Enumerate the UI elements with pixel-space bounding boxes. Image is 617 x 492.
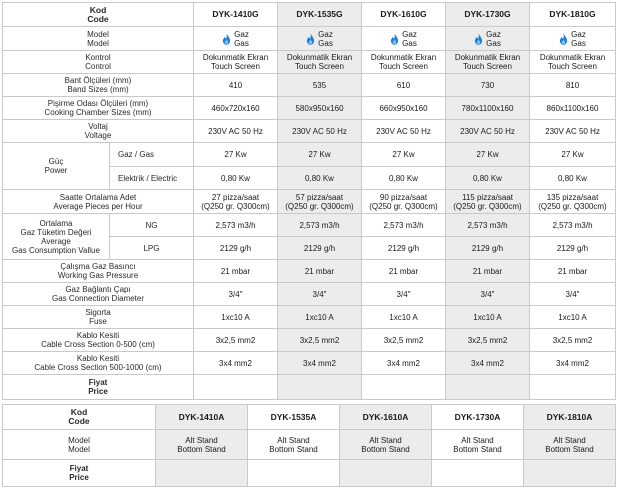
cable-large-value: 3x4 mm2 — [278, 352, 362, 375]
model-code: DYK-1410G — [194, 3, 278, 27]
lpg-value: 2129 g/h — [194, 237, 278, 260]
model-value: Gaz Gas — [278, 27, 362, 51]
cable-large-value: 3x4 mm2 — [446, 352, 530, 375]
pressure-value: 21 mbar — [278, 260, 362, 283]
model-code: DYK-1730G — [446, 3, 530, 27]
pieces-value: 135 pizza/saat (Q250 gr. Q300cm) — [530, 190, 616, 214]
control-value: Dokunmatik Ekran Touch Screen — [278, 51, 362, 74]
stand-code-label: Kod Code — [3, 405, 156, 430]
power-electric-value: 0,80 Kw — [278, 167, 362, 190]
band-value: 535 — [278, 74, 362, 97]
connection-value: 3/4" — [446, 283, 530, 306]
chamber-value: 860x1100x160 — [530, 97, 616, 120]
model-row — [3, 27, 616, 51]
stand-price-value — [248, 460, 340, 487]
band-row — [3, 74, 616, 97]
stand-model-code: DYK-1410A — [156, 405, 248, 430]
price-value — [446, 375, 530, 400]
pressure-value: 21 mbar — [530, 260, 616, 283]
connection-row — [3, 283, 616, 306]
stand-model-value: Alt Stand Bottom Stand — [340, 430, 432, 460]
band-value: 610 — [362, 74, 446, 97]
control-row — [3, 51, 616, 74]
flame-icon — [474, 33, 483, 45]
flame-icon — [390, 33, 399, 45]
voltage-value: 230V AC 50 Hz — [194, 120, 278, 143]
cable-large-value: 3x4 mm2 — [362, 352, 446, 375]
chamber-row — [3, 97, 616, 120]
fuse-value: 1xc10 A — [194, 306, 278, 329]
model-value: Gaz Gas — [530, 27, 616, 51]
ng-value: 2,573 m3/h — [530, 214, 616, 237]
control-value: Dokunmatik Ekran Touch Screen — [194, 51, 278, 74]
model-code: DYK-1535G — [278, 3, 362, 27]
band-value: 730 — [446, 74, 530, 97]
power-gas-label: Gaz / Gas — [110, 143, 194, 167]
power-electric-value: 0,80 Kw — [530, 167, 616, 190]
stand-price-value — [340, 460, 432, 487]
chamber-value: 780x1100x160 — [446, 97, 530, 120]
pressure-value: 21 mbar — [446, 260, 530, 283]
lpg-value: 2129 g/h — [278, 237, 362, 260]
voltage-value: 230V AC 50 Hz — [278, 120, 362, 143]
cable-small-row — [3, 329, 616, 352]
cable-small-value: 3x2,5 mm2 — [530, 329, 616, 352]
band-value: 810 — [530, 74, 616, 97]
cable-small-value: 3x2,5 mm2 — [194, 329, 278, 352]
lpg-value: 2129 g/h — [362, 237, 446, 260]
chamber-value: 580x950x160 — [278, 97, 362, 120]
cable-large-row — [3, 352, 616, 375]
lpg-value: 2129 g/h — [446, 237, 530, 260]
power-label: Güç Power — [3, 143, 110, 190]
cable-small-value: 3x2,5 mm2 — [278, 329, 362, 352]
price-value — [194, 375, 278, 400]
pressure-row — [3, 260, 616, 283]
stand-spec-table — [2, 404, 616, 487]
power-gas-value: 27 Kw — [362, 143, 446, 167]
connection-value: 3/4" — [278, 283, 362, 306]
ng-value: 2,573 m3/h — [194, 214, 278, 237]
cable-small-value: 3x2,5 mm2 — [446, 329, 530, 352]
model-code: DYK-1810G — [530, 3, 616, 27]
pieces-value: 27 pizza/saat (Q250 gr. Q300cm) — [194, 190, 278, 214]
stand-model-value: Alt Stand Bottom Stand — [156, 430, 248, 460]
fuse-label: Sigorta Fuse — [3, 306, 194, 329]
band-value: 410 — [194, 74, 278, 97]
power-electric-value: 0,80 Kw — [194, 167, 278, 190]
stand-code-row — [3, 405, 616, 430]
price-label: Fiyat Price — [3, 375, 194, 400]
stand-model-value: Alt Stand Bottom Stand — [524, 430, 616, 460]
stand-price-value — [156, 460, 248, 487]
stand-model-value: Alt Stand Bottom Stand — [432, 430, 524, 460]
pressure-value: 21 mbar — [362, 260, 446, 283]
cable-small-value: 3x2,5 mm2 — [362, 329, 446, 352]
fuse-value: 1xc10 A — [530, 306, 616, 329]
stand-price-row — [3, 460, 616, 487]
flame-icon — [559, 33, 568, 45]
power-electric-label: Elektrik / Electric — [110, 167, 194, 190]
power-gas-value: 27 Kw — [530, 143, 616, 167]
power-gas-row — [3, 143, 616, 167]
fuse-value: 1xc10 A — [446, 306, 530, 329]
model-value: Gaz Gas — [446, 27, 530, 51]
connection-value: 3/4" — [362, 283, 446, 306]
consumption-ng-row — [3, 214, 616, 237]
stand-model-code: DYK-1810A — [524, 405, 616, 430]
stand-model-code: DYK-1730A — [432, 405, 524, 430]
fuse-value: 1xc10 A — [278, 306, 362, 329]
cable-small-label: Kablo Kesiti Cable Cross Section 0-500 (cm) — [3, 329, 194, 352]
connection-value: 3/4" — [530, 283, 616, 306]
pieces-label: Saatte Ortalama Adet Average Pieces per Hour — [3, 190, 194, 214]
stand-model-code: DYK-1610A — [340, 405, 432, 430]
fuse-row — [3, 306, 616, 329]
voltage-value: 230V AC 50 Hz — [446, 120, 530, 143]
stand-model-value: Alt Stand Bottom Stand — [248, 430, 340, 460]
control-label: Kontrol Control — [3, 51, 194, 74]
chamber-value: 660x950x160 — [362, 97, 446, 120]
price-value — [278, 375, 362, 400]
lpg-label: LPG — [110, 237, 194, 260]
pieces-value: 115 pizza/saat (Q250 gr. Q300cm) — [446, 190, 530, 214]
ng-label: NG — [110, 214, 194, 237]
pieces-value: 57 pizza/saat (Q250 gr. Q300cm) — [278, 190, 362, 214]
price-row — [3, 375, 616, 400]
pieces-value: 90 pizza/saat (Q250 gr. Q300cm) — [362, 190, 446, 214]
stand-price-label: Fiyat Price — [3, 460, 156, 487]
cable-large-value: 3x4 mm2 — [194, 352, 278, 375]
chamber-value: 460x720x160 — [194, 97, 278, 120]
power-gas-value: 27 Kw — [278, 143, 362, 167]
power-electric-value: 0,80 Kw — [446, 167, 530, 190]
lpg-value: 2129 g/h — [530, 237, 616, 260]
power-electric-value: 0,80 Kw — [362, 167, 446, 190]
connection-value: 3/4" — [194, 283, 278, 306]
flame-icon — [306, 33, 315, 45]
connection-label: Gaz Bağlantı Çapı Gas Connection Diameter — [3, 283, 194, 306]
control-value: Dokunmatik Ekran Touch Screen — [362, 51, 446, 74]
model-value: Gaz Gas — [194, 27, 278, 51]
ng-value: 2,573 m3/h — [278, 214, 362, 237]
flame-icon — [222, 33, 231, 45]
voltage-value: 230V AC 50 Hz — [362, 120, 446, 143]
power-gas-value: 27 Kw — [194, 143, 278, 167]
ng-value: 2,573 m3/h — [446, 214, 530, 237]
stand-price-value — [524, 460, 616, 487]
cable-large-value: 3x4 mm2 — [530, 352, 616, 375]
fuse-value: 1xc10 A — [362, 306, 446, 329]
control-value: Dokunmatik Ekran Touch Screen — [530, 51, 616, 74]
price-value — [362, 375, 446, 400]
stand-price-value — [432, 460, 524, 487]
gas-oven-spec-table — [2, 2, 616, 400]
stand-model-code: DYK-1535A — [248, 405, 340, 430]
price-value — [530, 375, 616, 400]
code-label: Kod Code — [3, 3, 194, 27]
stand-model-label: Model Model — [3, 430, 156, 460]
model-value: Gaz Gas — [362, 27, 446, 51]
control-value: Dokunmatik Ekran Touch Screen — [446, 51, 530, 74]
ng-value: 2,573 m3/h — [362, 214, 446, 237]
voltage-value: 230V AC 50 Hz — [530, 120, 616, 143]
power-gas-value: 27 Kw — [446, 143, 530, 167]
band-label: Bant Ölçüleri (mm) Band Sizes (mm) — [3, 74, 194, 97]
voltage-row — [3, 120, 616, 143]
chamber-label: Pişirme Odası Ölçüleri (mm) Cooking Chamber Sizes (mm) — [3, 97, 194, 120]
consumption-label: Ortalama Gaz Tüketim Değeri Average Gas Consumption Vallue — [3, 214, 110, 260]
pressure-value: 21 mbar — [194, 260, 278, 283]
code-row — [3, 3, 616, 27]
stand-model-row — [3, 430, 616, 460]
pieces-row — [3, 190, 616, 214]
model-code: DYK-1610G — [362, 3, 446, 27]
cable-large-label: Kablo Kesiti Cable Cross Section 500-1000 (cm) — [3, 352, 194, 375]
voltage-label: Voltaj Voltage — [3, 120, 194, 143]
model-label: Model Model — [3, 27, 194, 51]
pressure-label: Çalışma Gaz Basıncı Working Gas Pressure — [3, 260, 194, 283]
